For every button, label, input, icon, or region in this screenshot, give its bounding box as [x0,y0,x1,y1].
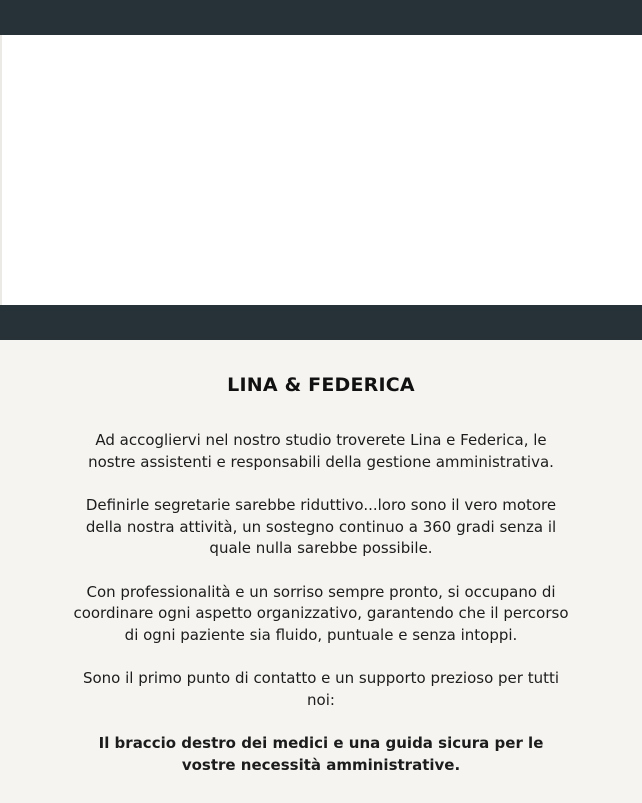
paragraph-intro: Ad accogliervi nel nostro studio troverete Lina e Federica, le nostre assistenti e responsabili della gestione amministrativa. [88,431,554,471]
paragraph-role: Definirle segretarie sarebbe riduttivo...loro sono il vero motore della nostra attività, un sostegno continuo a 360 gradi senza il quale nulla sarebbe possibile. [85,496,557,557]
team-section [0,340,642,803]
section-divider-bar [0,305,642,340]
section-title: LINA & FEDERICA [227,374,415,396]
paragraph-contact: Sono il primo punto di contatto e un supporto prezioso per tutti noi: [82,669,560,709]
paragraph-highlight: Il braccio destro dei medici e una guida sicura per le vostre necessità amministrative. [98,734,544,774]
image-placeholder [0,35,642,305]
paragraph-duties: Con professionalità e un sorriso sempre pronto, si occupano di coordinare ogni aspetto organizzativo, garantendo che il percorso di ogni paziente sia fluido, puntuale e senza intoppi. [73,582,569,644]
top-header-bar [0,0,642,35]
